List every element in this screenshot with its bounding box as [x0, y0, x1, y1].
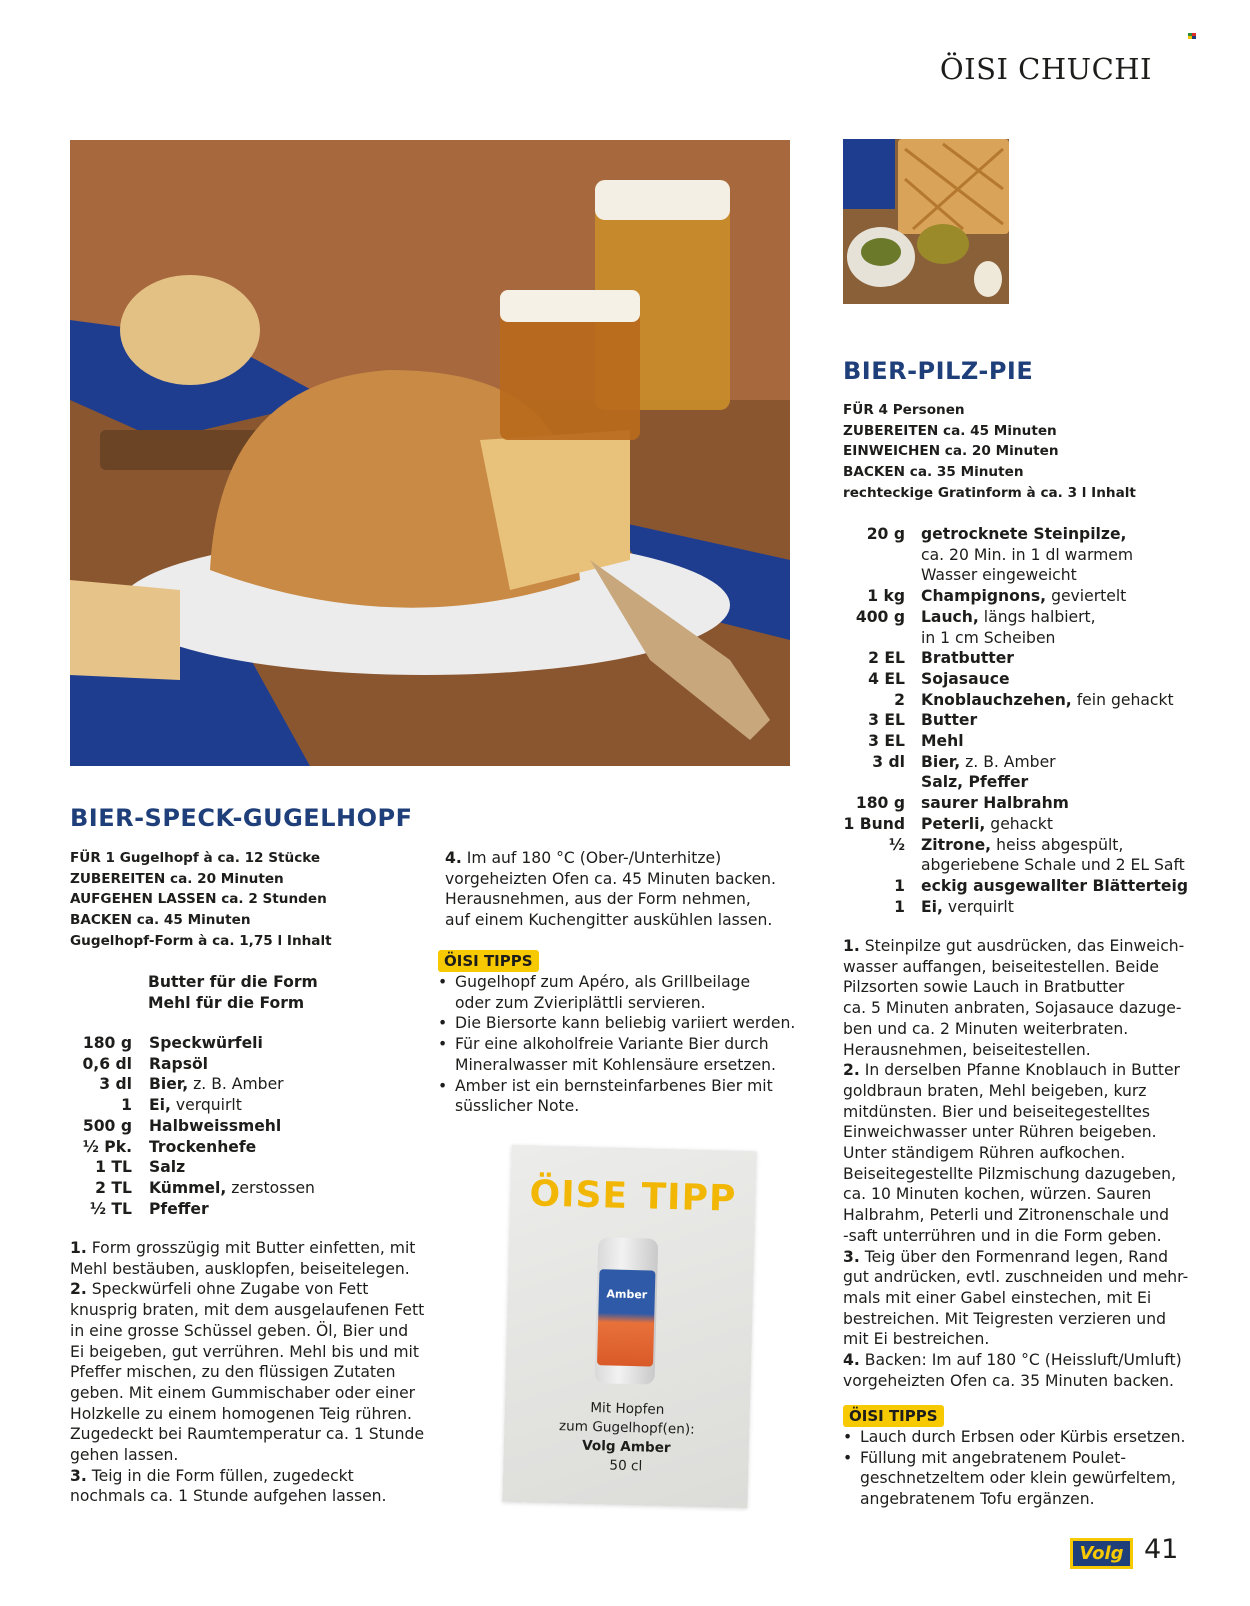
- bullet-icon: •: [843, 1428, 853, 1446]
- ingredient-qty: 180 g: [82, 1034, 132, 1052]
- step-line: [843, 1102, 1198, 1123]
- tip-item: [438, 1013, 798, 1034]
- step-number: 2.: [70, 1280, 87, 1299]
- ingredient-qty: 2 EL: [868, 649, 905, 668]
- ingredient-row: [843, 876, 1193, 897]
- step-text: knusprig braten, mit dem ausgelaufenen Fett: [70, 1301, 425, 1320]
- ingredient-qty: 3 EL: [868, 732, 905, 751]
- ingredient-name: [149, 1199, 430, 1220]
- step-line: [70, 1383, 430, 1404]
- step-text: Einweichwasser unter Rühren beigeben.: [843, 1123, 1157, 1142]
- pie-tips: [843, 1405, 1203, 1510]
- gugelhopf-step-4: [445, 848, 795, 931]
- ingredient-name: [921, 772, 1193, 793]
- ingredient-bold: Champignons,: [921, 587, 1047, 606]
- step-text: Mehl bestäuben, ausklopfen, beiseitelegen.: [70, 1259, 410, 1278]
- ingredient-qty: [843, 772, 905, 793]
- step-text: vorgeheizten Ofen ca. 35 Minuten backen.: [843, 1371, 1175, 1390]
- ingredient-line: ca. 20 Min. in 1 dl warmem: [921, 545, 1134, 564]
- ingredient-name: [921, 669, 1193, 690]
- tip-line: Amber ist ein bernsteinfarbenes Bier mit: [455, 1076, 773, 1095]
- gugelhopf-tips: [438, 950, 798, 1117]
- step-line: [70, 1342, 430, 1363]
- ingredient-bold: Halbweissmehl: [149, 1116, 282, 1135]
- ingredient-line: Wasser eingeweicht: [921, 566, 1077, 585]
- ingredient-name: [921, 897, 1193, 918]
- step-text: Ei beigeben, gut verrühren. Mehl bis und mit: [70, 1342, 419, 1361]
- meta-line: rechteckige Gratinform à ca. 3 l Inhalt: [843, 484, 1136, 501]
- promo-size: 50 cl: [609, 1457, 643, 1475]
- ingredient-row: [70, 1116, 430, 1137]
- step-text: Pfeffer mischen, zu den flüssigen Zutaten: [70, 1363, 396, 1382]
- step-line: [70, 1404, 430, 1425]
- step-text: vorgeheizten Ofen ca. 45 Minuten backen.: [445, 869, 777, 888]
- step-text: Herausnehmen, beiseitestellen.: [843, 1040, 1091, 1059]
- step-line: [843, 1288, 1198, 1309]
- ingredient-note: verquirlt: [170, 1096, 242, 1115]
- ingredient-row: [843, 897, 1193, 918]
- ingredient-qty: ½ Pk.: [82, 1137, 132, 1156]
- step-number: 3.: [70, 1466, 87, 1485]
- ingredient-name: [921, 648, 1193, 669]
- ingredient-name: [921, 586, 1193, 607]
- ingredient-qty: 1: [894, 876, 905, 895]
- ingredient-name: [149, 1116, 430, 1137]
- ingredient-name: [149, 1033, 430, 1054]
- step: [445, 848, 795, 931]
- meta-line: ZUBEREITEN ca. 45 Minuten: [843, 422, 1057, 439]
- pie-ingredients: [843, 524, 1193, 917]
- ingredient-row: [843, 835, 1193, 876]
- ingredient-bold: Bier,: [921, 752, 961, 771]
- ingredient-bold: Ei,: [149, 1096, 171, 1115]
- ingredient-name: [921, 690, 1193, 711]
- section-label: ÖISI CHUCHI: [939, 52, 1152, 86]
- ingredient-row: [843, 648, 1193, 669]
- ingredient-name: [921, 731, 1193, 752]
- pie-title: BIER-PILZ-PIE: [843, 357, 1034, 385]
- promo-line: Mit Hopfen: [590, 1400, 665, 1418]
- ingredient-bold: Pfeffer: [149, 1199, 209, 1218]
- step-text: Halbrahm, Peterli und Zitronenschale und: [843, 1206, 1170, 1225]
- ingredient-row: [843, 710, 1193, 731]
- ingredient-qty: 0,6 dl: [82, 1054, 132, 1073]
- step: [70, 1466, 430, 1507]
- can-brand: Amber: [606, 1287, 648, 1302]
- ingredient-note: heiss abgespült,: [991, 835, 1124, 854]
- ingredient-note: längs halbiert,: [978, 607, 1096, 626]
- ingredient-row: [843, 752, 1193, 773]
- tip-item: [438, 1034, 798, 1075]
- tip-item: [843, 1448, 1203, 1510]
- meta-line: FÜR 4 Personen: [843, 402, 965, 418]
- step-line: [843, 1184, 1198, 1205]
- ingredient-bold: Bier,: [149, 1075, 189, 1094]
- gugelhopf-steps: [70, 1238, 430, 1507]
- step-text: Holzkelle zu einem homogenen Teig rühren.: [70, 1404, 412, 1423]
- step-text: bestreichen. Mit Teigresten verzieren und: [843, 1309, 1166, 1328]
- pie-steps: [843, 936, 1198, 1391]
- step-line: [70, 1424, 430, 1445]
- gugelhopf-title: BIER-SPECK-GUGELHOPF: [70, 804, 413, 832]
- step: [843, 1350, 1198, 1391]
- bullet-icon: •: [843, 1448, 853, 1467]
- step-text: Teig in die Form füllen, zugedeckt: [91, 1466, 354, 1485]
- ingredient-qty: 2: [894, 690, 905, 709]
- promo-title: ÖISE TIPP: [529, 1173, 737, 1220]
- ingredient-qty: 1 TL: [95, 1158, 132, 1177]
- step-line: [843, 1040, 1198, 1061]
- ingredient-note: verquirlt: [942, 897, 1014, 916]
- tip-text: [860, 1427, 1185, 1448]
- ingredient-qty: 1 Bund: [843, 814, 905, 833]
- step-line: [70, 1445, 430, 1466]
- ingredient-row: [843, 772, 1193, 793]
- step-text: auf einem Kuchengitter auskühlen lassen.: [445, 911, 773, 930]
- ingredient-note: fein gehackt: [1071, 690, 1174, 709]
- step-text: In derselben Pfanne Knoblauch in Butter: [864, 1061, 1180, 1080]
- step-text: in eine grosse Schüssel geben. Öl, Bier und: [70, 1321, 409, 1340]
- ingredient-name: [921, 710, 1193, 731]
- step-line: [843, 977, 1198, 998]
- ingredient-qty: 180 g: [855, 794, 905, 813]
- tips-label: ÖISI TIPPS: [843, 1405, 944, 1427]
- promo-text: [503, 1397, 750, 1479]
- ingredient-name: [921, 524, 1193, 586]
- ingredient-name: [149, 1137, 430, 1158]
- step-line: [445, 848, 795, 869]
- step-number: 1.: [70, 1239, 87, 1257]
- step-number: 4.: [843, 1351, 860, 1370]
- ingredient-row: [70, 1157, 430, 1178]
- step-text: Teig über den Formenrand legen, Rand: [864, 1247, 1168, 1266]
- step-line: [843, 1371, 1198, 1392]
- step-line: [843, 1309, 1198, 1330]
- ingredient-qty: 400 g: [855, 607, 905, 626]
- bullet-icon: •: [438, 1035, 448, 1054]
- step-text: mals mit einer Gabel einstechen, mit Ei: [843, 1288, 1152, 1307]
- step-text: mitdünsten. Bier und beiseitegestelltes: [843, 1102, 1150, 1121]
- ingredient-bold: Peterli,: [921, 814, 986, 833]
- promo-card: [502, 1145, 756, 1508]
- tip-line: Lauch durch Erbsen oder Kürbis ersetzen.: [860, 1428, 1186, 1446]
- ingredient-qty: 3 dl: [99, 1075, 132, 1094]
- ingredient-name: [149, 1157, 430, 1178]
- step-text: Form grosszügig mit Butter einfetten, mit: [91, 1239, 416, 1257]
- tip-item: [438, 1076, 798, 1117]
- ingredient-note: z. B. Amber: [960, 752, 1056, 771]
- ingredient-bold: Trockenhefe: [149, 1137, 257, 1156]
- ingredient-name: [921, 835, 1193, 876]
- prep-item: Mehl für die Form: [148, 993, 305, 1012]
- tip-text: [455, 1034, 776, 1075]
- tip-item: [438, 972, 798, 1013]
- step-text: Steinpilze gut ausdrücken, das Einweich-: [864, 937, 1185, 955]
- ingredient-bold: Butter: [921, 711, 978, 730]
- step-text: ben und ca. 2 Minuten weiterbraten.: [843, 1019, 1129, 1038]
- ingredient-note: z. B. Amber: [188, 1075, 284, 1094]
- step-line: [445, 910, 795, 931]
- step-text: nochmals ca. 1 Stunde aufgehen lassen.: [70, 1487, 387, 1506]
- ingredient-line: abgeriebene Schale und 2 EL Saft: [921, 856, 1185, 875]
- step-line: [70, 1486, 430, 1507]
- step-line: [70, 1466, 430, 1487]
- ingredient-name: [921, 793, 1193, 814]
- step-text: Herausnehmen, aus der Form nehmen,: [445, 890, 751, 909]
- bullet-icon: •: [438, 1076, 448, 1095]
- step-text: goldbraun braten, Mehl beigeben, kurz: [843, 1081, 1147, 1100]
- pie-photo: [843, 139, 1009, 304]
- ingredient-qty: 3 EL: [868, 711, 905, 730]
- tip-line: Gugelhopf zum Apéro, als Grillbeilage: [455, 973, 751, 991]
- ingredient-note: gehackt: [985, 814, 1053, 833]
- page-number: 41: [1144, 1534, 1179, 1565]
- step-line: [70, 1259, 430, 1280]
- step-line: [70, 1321, 430, 1342]
- ingredient-row: [70, 1074, 430, 1095]
- step-text: ca. 5 Minuten anbraten, Sojasauce dazuge-: [843, 999, 1182, 1018]
- ingredient-bold: Kümmel,: [149, 1178, 227, 1197]
- ingredient-bold: Lauch,: [921, 607, 979, 626]
- step: [70, 1238, 430, 1279]
- volg-logo: [1070, 1538, 1133, 1569]
- ingredient-row: [843, 669, 1193, 690]
- step: [70, 1279, 430, 1465]
- step-line: [843, 936, 1198, 957]
- step-line: [843, 1122, 1198, 1143]
- ingredient-qty: 4 EL: [868, 669, 905, 688]
- ingredient-bold: Ei,: [921, 897, 943, 916]
- ingredient-row: [843, 690, 1193, 711]
- ingredient-qty: 3 dl: [872, 752, 905, 771]
- step-line: [843, 1226, 1198, 1247]
- tip-text: [455, 972, 750, 1013]
- beer-can-image: [595, 1237, 659, 1385]
- step-text: geben. Mit einem Gummischaber oder einer: [70, 1383, 416, 1402]
- step: [843, 1060, 1198, 1246]
- ingredient-line: in 1 cm Scheiben: [921, 628, 1056, 647]
- tip-line: geschnetzeltem oder klein gewürfeltem,: [860, 1469, 1176, 1488]
- meta-line: AUFGEHEN LASSEN ca. 2 Stunden: [70, 891, 327, 908]
- ingredient-bold: Zitrone,: [921, 835, 992, 854]
- step-line: [70, 1362, 430, 1383]
- ingredient-qty: 1: [121, 1096, 132, 1115]
- step-text: Pilzsorten sowie Lauch in Bratbutter: [843, 978, 1125, 997]
- step-text: Speckwürfeli ohne Zugabe von Fett: [91, 1280, 369, 1299]
- ingredient-qty: ½ TL: [89, 1199, 132, 1218]
- gugelhopf-meta: [70, 848, 332, 952]
- step-line: [843, 957, 1198, 978]
- ingredient-row: [70, 1199, 430, 1220]
- gugelhopf-ingredients: [70, 1033, 430, 1219]
- ingredient-bold: Salz: [149, 1158, 186, 1177]
- step-text: mit Ei bestreichen.: [843, 1330, 990, 1349]
- ingredient-qty: 500 g: [82, 1116, 132, 1135]
- bullet-icon: •: [438, 973, 448, 991]
- ingredient-bold: Knoblauchzehen,: [921, 690, 1072, 709]
- step-line: [843, 1329, 1198, 1350]
- ingredient-row: [70, 1095, 430, 1116]
- ingredient-bold: Rapsöl: [149, 1054, 209, 1073]
- ingredient-name: [921, 752, 1193, 773]
- step-text: Zugedeckt bei Raumtemperatur ca. 1 Stunde: [70, 1425, 425, 1444]
- ingredient-qty: 20 g: [866, 525, 905, 543]
- tip-text: [455, 1076, 773, 1117]
- step-text: Beiseitegestellte Pilzmischung dazugeben,: [843, 1164, 1177, 1183]
- meta-line: BACKEN ca. 45 Minuten: [70, 912, 251, 929]
- step-line: [70, 1300, 430, 1321]
- tip-line: Die Biersorte kann beliebig variiert werden.: [455, 1014, 796, 1033]
- ingredient-qty: 1 kg: [867, 587, 905, 606]
- ingredient-name: [149, 1095, 430, 1116]
- ingredient-name: [149, 1074, 430, 1095]
- gugelhopf-prep: [148, 972, 318, 1013]
- step-number: 4.: [445, 849, 462, 867]
- ingredient-row: [843, 793, 1193, 814]
- step-line: [843, 1267, 1198, 1288]
- ingredient-name: [921, 876, 1193, 897]
- tip-line: süsslicher Note.: [455, 1097, 580, 1116]
- ingredient-row: [843, 731, 1193, 752]
- step: [843, 1247, 1198, 1351]
- step-line: [843, 1060, 1198, 1081]
- ingredient-qty: 1: [894, 897, 905, 916]
- ingredient-bold: Sojasauce: [921, 669, 1010, 688]
- ingredient-row: [70, 1054, 430, 1075]
- step-line: [70, 1279, 430, 1300]
- ingredient-qty: ½: [888, 835, 905, 854]
- logo-text: Volg: [1073, 1541, 1130, 1566]
- gugelhopf-photo: [70, 140, 790, 766]
- ingredient-row: [70, 1137, 430, 1158]
- step-line: [843, 1205, 1198, 1226]
- ingredient-name: [921, 814, 1193, 835]
- ingredient-name: [921, 607, 1193, 648]
- step-line: [843, 1019, 1198, 1040]
- step-line: [445, 889, 795, 910]
- ingredient-row: [843, 607, 1193, 648]
- step: [843, 936, 1198, 1060]
- ingredient-row: [70, 1033, 430, 1054]
- step-number: 2.: [843, 1061, 860, 1080]
- meta-line: Gugelhopf-Form à ca. 1,75 l Inhalt: [70, 932, 332, 949]
- promo-product: Volg Amber: [581, 1437, 671, 1457]
- ingredient-qty: 2 TL: [95, 1178, 132, 1197]
- tip-line: Mineralwasser mit Kohlensäure ersetzen.: [455, 1055, 776, 1074]
- step-text: gut andrücken, evtl. zuschneiden und mehr-: [843, 1268, 1189, 1287]
- step-line: [843, 998, 1198, 1019]
- tip-line: Für eine alkoholfreie Variante Bier durch: [455, 1035, 769, 1054]
- meta-line: BACKEN ca. 35 Minuten: [843, 464, 1024, 481]
- step-text: -saft unterrühren und in die Form geben.: [843, 1226, 1162, 1245]
- meta-line: ZUBEREITEN ca. 20 Minuten: [70, 870, 284, 887]
- tip-text: [860, 1448, 1176, 1510]
- ingredient-bold: Speckwürfeli: [149, 1034, 263, 1052]
- step-line: [843, 1143, 1198, 1164]
- step-text: Backen: Im auf 180 °C (Heissluft/Umluft): [864, 1351, 1182, 1370]
- step-number: 3.: [843, 1247, 860, 1266]
- ingredient-name: [149, 1178, 430, 1199]
- step-line: [843, 1350, 1198, 1371]
- prep-item: Butter für die Form: [148, 973, 318, 991]
- tip-line: oder zum Zvieriplättli servieren.: [455, 993, 706, 1012]
- step-text: Im auf 180 °C (Ober-/Unterhitze): [466, 849, 722, 867]
- tip-item: [843, 1427, 1203, 1448]
- step-line: [445, 869, 795, 890]
- ingredient-bold: Salz, Pfeffer: [921, 773, 1029, 792]
- ingredient-bold: eckig ausgewallter Blätterteig: [921, 876, 1189, 895]
- step-number: 1.: [843, 937, 860, 955]
- ingredient-row: [843, 586, 1193, 607]
- ingredient-note: geviertelt: [1046, 587, 1127, 606]
- tips-label: ÖISI TIPPS: [438, 950, 539, 972]
- step-text: gehen lassen.: [70, 1446, 179, 1465]
- step-line: [70, 1238, 430, 1259]
- step-line: [843, 1081, 1198, 1102]
- ingredient-row: [843, 814, 1193, 835]
- flag-icon: [1188, 33, 1196, 40]
- step-text: ca. 10 Minuten kochen, würzen. Sauren: [843, 1185, 1152, 1204]
- tips-list: [438, 972, 798, 1117]
- meta-line: FÜR 1 Gugelhopf à ca. 12 Stücke: [70, 850, 321, 866]
- ingredient-name: [149, 1054, 430, 1075]
- step-line: [843, 1164, 1198, 1185]
- bullet-icon: •: [438, 1014, 448, 1033]
- pie-meta: [843, 400, 1136, 504]
- tip-text: [455, 1013, 795, 1034]
- ingredient-row: [70, 1178, 430, 1199]
- ingredient-row: [843, 524, 1193, 586]
- step-line: [843, 1247, 1198, 1268]
- tip-line: angebratenem Tofu ergänzen.: [860, 1490, 1095, 1509]
- ingredient-bold: saurer Halbrahm: [921, 794, 1069, 813]
- meta-line: EINWEICHEN ca. 20 Minuten: [843, 443, 1059, 460]
- step-text: Unter ständigem Rühren aufkochen.: [843, 1144, 1126, 1163]
- ingredient-bold: Mehl: [921, 732, 964, 751]
- promo-line: zum Gugelhopf(en):: [558, 1418, 695, 1438]
- ingredient-bold: Bratbutter: [921, 649, 1014, 668]
- ingredient-note: zerstossen: [226, 1178, 315, 1197]
- tip-line: Füllung mit angebratenem Poulet-: [860, 1448, 1126, 1467]
- ingredient-bold: getrocknete Steinpilze,: [921, 525, 1127, 543]
- step-text: wasser auffangen, beiseitestellen. Beide: [843, 957, 1160, 976]
- tips-list: [843, 1427, 1203, 1510]
